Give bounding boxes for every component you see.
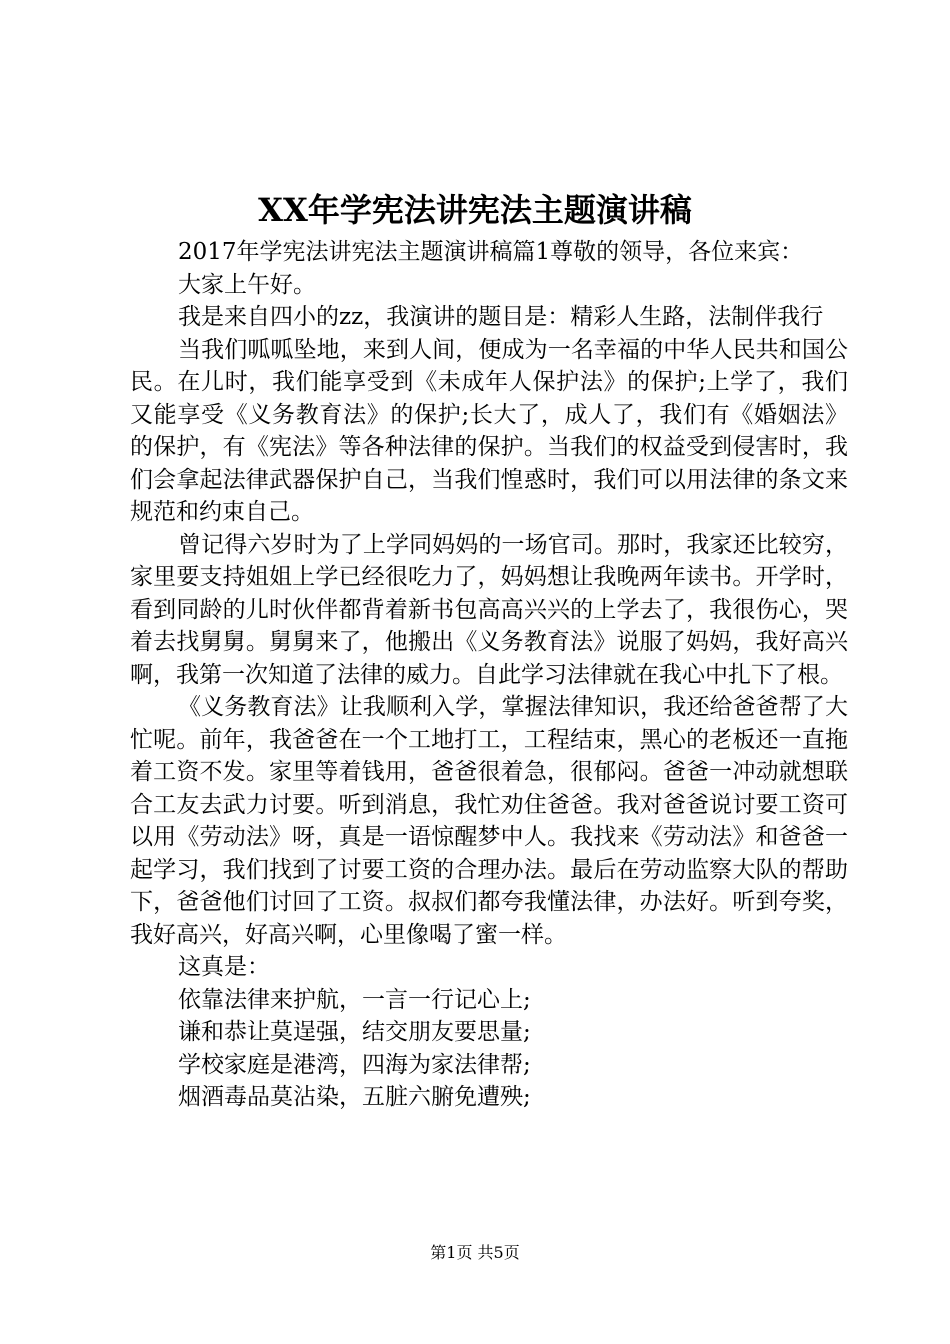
paragraph-laws: 当我们呱呱坠地，来到人间，便成为一名幸福的中华人民共和国公民。在儿时，我们能享受到《未成年人保护法》的保护;上学了，我们又能享受《义务教育法》的保护;长大了，成人了，我们有《婚姻法》的保护，有《宪法》等各种法律的保护。当我们的权益受到侵害时，我们会拿起法律武器保护自己，当我们惶惑时，我们可以用法律的条文来规范和约束自己。: [130, 336, 848, 525]
paragraph-greeting: 2017年学宪法讲宪法主题演讲稿篇1尊敬的领导，各位来宾：: [178, 239, 804, 265]
verse-line: 学校家庭是港湾，四海为家法律帮;: [178, 1051, 531, 1078]
verse-line: 烟酒毒品莫沾染，五脏六腑免遭殃;: [178, 1084, 531, 1110]
verse-line: 谦和恭让莫逞强，结交朋友要思量;: [178, 1019, 531, 1045]
document-body: [130, 236, 848, 1114]
verse-line: 依靠法律来护航，一言一行记心上;: [178, 986, 531, 1013]
document-title: XX年学宪法讲宪法主题演讲稿: [258, 191, 692, 229]
paragraph-memory: 曾记得六岁时为了上学同妈妈的一场官司。那时，我家还比较穷，家里要支持姐姐上学已经很吃力了，妈妈想让我晚两年读书。开学时，看到同龄的儿时伙伴都背着新书包高高兴兴的上学去了，我很伤心，哭着去找舅舅。舅舅来了，他搬出《义务教育法》说服了妈妈，我好高兴啊，我第一次知道了法律的威力。自此学习法律就在我心中扎下了根。: [130, 531, 848, 688]
paragraph-verse-intro: 这真是：: [178, 954, 270, 980]
paragraph-intro: 我是来自四小的zz，我演讲的题目是：精彩人生路，法制伴我行: [178, 304, 824, 330]
paragraph-labor-law: 《义务教育法》让我顺利入学，掌握法律知识，我还给爸爸帮了大忙呢。前年，我爸爸在一个工地打工，工程结束，黑心的老板还一直拖着工资不发。家里等着钱用，爸爸很着急，很郁闷。爸爸一冲动就想联合工友去武力讨要。听到消息，我忙劝住爸爸。我对爸爸说讨要工资可以用《劳动法》呀，真是一语惊醒梦中人。我找来《劳动法》和爸爸一起学习，我们找到了讨要工资的合理办法。最后在劳动监察大队的帮助下，爸爸他们讨回了工资。叔叔们都夸我懂法律，办法好。听到夸奖，我好高兴，好高兴啊，心里像喝了蜜一样。: [130, 694, 848, 948]
paragraph-hello: 大家上午好。: [178, 271, 316, 298]
page-number-footer: 第1页 共5页: [430, 1243, 520, 1262]
